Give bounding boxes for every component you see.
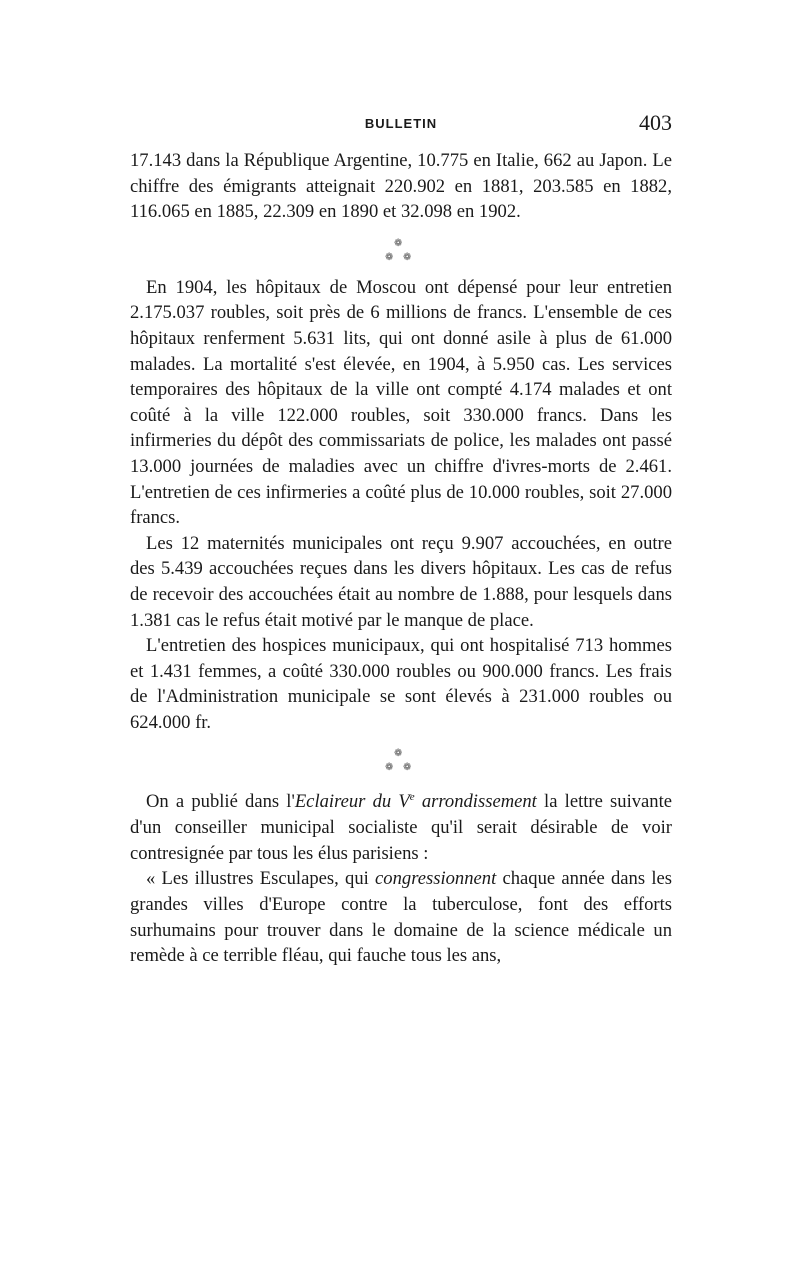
section-separator-2 — [130, 735, 672, 785]
newspaper-title: Eclaireur du V — [294, 791, 410, 813]
text-run: « Les illustres Esculapes, qui — [146, 868, 376, 890]
running-head: BULLETIN — [364, 116, 438, 131]
asterism-star: ❁ — [385, 251, 394, 263]
paragraph-hopitaux-moscou: En 1904, les hôpitaux de Moscou ont dépensé pour leur entretien 2.175.037 roubles, soit près de 6 millions de francs. L'ensemble de ces hôpitaux renferment 5.631 lits, qui ont donné asile à plus de 61.000 malades. La mortalité s'est élevée, en 1904, à 5.950 cas. Les services temporaires des hôpitaux de la ville ont compté 4.174 malades et ont coûté à la ville 122.000 roubles, soit 330.000 francs. Dans les infirmeries du dépôt des commissariats de police, les malades ont passé 13.000 journées de maladies avec un chiffre d'ivres-morts de 2.461. L'entretien de ces infirmeries a coûté plus de 10.000 roubles, soit 27.000 francs. — [130, 276, 672, 529]
newspaper-title-cont: arrondissement — [414, 791, 537, 813]
paragraph-esculapes — [130, 866, 672, 968]
superscript-e: e — [409, 791, 415, 804]
document-page — [130, 108, 672, 969]
asterism-star: ❁ — [394, 237, 403, 249]
section-separator-1 — [130, 225, 672, 275]
asterism-star: ❁ — [385, 762, 394, 774]
paragraph-eclaireur — [130, 785, 672, 866]
asterism-star: ❁ — [403, 251, 412, 263]
asterism-star: ❁ — [394, 748, 403, 760]
text-run: chaque année dans les grandes villes d'Europe contre la tuberculose, font des efforts surhumains pour trouver dans le domaine de la science médicale un remède à ce terrible fléau, qui fauche tous les ans, — [130, 868, 672, 967]
paragraph-emigrants: 17.143 dans la République Argentine, 10.775 en Italie, 662 au Japon. Le chiffre des émigrants atteignait 220.902 en 1881, 203.585 en 1882, 116.065 en 1885, 22.309 en 1890 et 32.098 en 1902. — [130, 150, 672, 223]
paragraph-hospices: L'entretien des hospices municipaux, qui ont hospitalisé 713 hommes et 1.431 femmes, a coûté 330.000 roubles ou 900.000 francs. Les frais de l'Administration municipale se sont élevés à 231.000 roubles ou 624.000 fr. — [130, 635, 672, 733]
text-run: la lettre suivante d'un conseiller municipal socialiste qu'il serait désirable de voir contresignée par tous les élus parisiens : — [130, 791, 672, 864]
page-number: 403 — [639, 110, 672, 135]
asterism-star: ❁ — [403, 762, 412, 774]
paragraph-maternites: Les 12 maternités municipales ont reçu 9.907 accouchées, en outre des 5.439 accouchées reçues dans les divers hôpitaux. Les cas de refus de recevoir des accouchées était au nombre de 1.888, pour lesquels dans 1.381 cas le refus était motivé par le manque de place. — [130, 532, 672, 631]
page-header — [130, 108, 672, 148]
text-run: On a publié dans l' — [146, 791, 295, 813]
italic-word: congressionnent — [375, 868, 497, 890]
